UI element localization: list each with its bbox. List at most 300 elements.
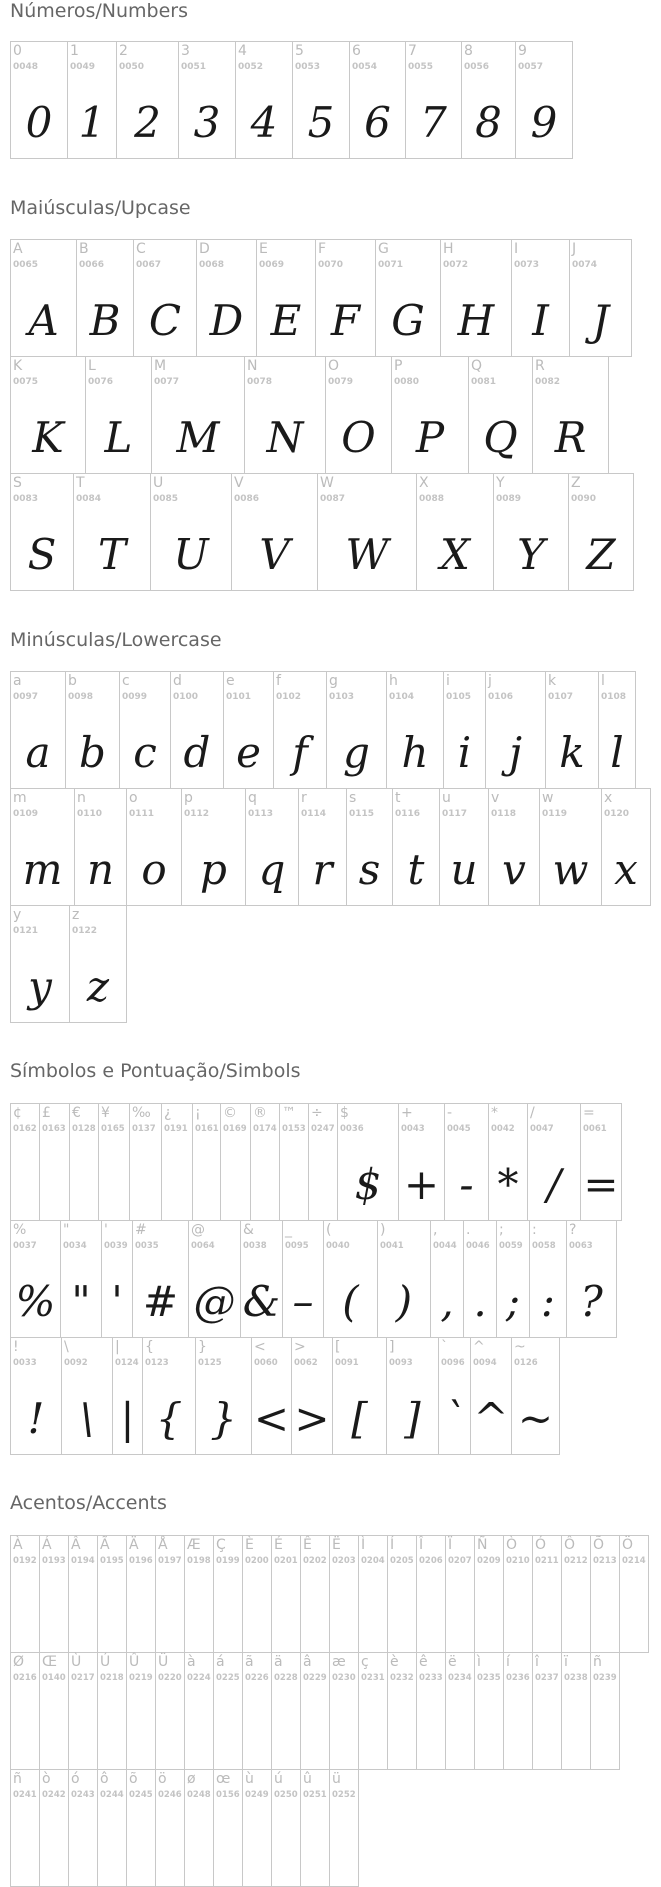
glyph-cell	[213, 1769, 243, 1887]
glyph-sample: X	[440, 530, 470, 579]
character-label: è	[390, 1654, 399, 1670]
glyph-cell	[332, 1337, 387, 1455]
character-label: e	[226, 673, 235, 689]
glyph-cell	[223, 671, 274, 789]
character-label: |	[115, 1339, 120, 1355]
glyph-cell	[69, 1103, 99, 1221]
character-code: 0119	[542, 809, 568, 819]
glyph-cell	[195, 1337, 252, 1455]
character-label: ‰	[132, 1105, 151, 1121]
character-code: 0079	[328, 377, 354, 387]
character-label: ¿	[164, 1105, 172, 1121]
character-label: œ	[216, 1771, 231, 1787]
character-code: 0102	[276, 692, 302, 702]
character-label: _	[285, 1222, 292, 1238]
glyph-cell	[10, 1220, 61, 1338]
glyph-row	[10, 1535, 649, 1653]
glyph-sample: H	[457, 296, 495, 345]
glyph-sample: P	[415, 413, 445, 462]
glyph-sample: E	[270, 296, 302, 345]
glyph-cell	[271, 1535, 301, 1653]
character-code: 0082	[535, 377, 561, 387]
glyph-cell	[10, 356, 86, 474]
character-label: 3	[181, 43, 190, 59]
character-label: b	[68, 673, 77, 689]
character-label: ù	[245, 1771, 254, 1787]
glyph-cell	[461, 41, 516, 159]
character-code: 0161	[195, 1124, 219, 1134]
glyph-sample: Q	[483, 413, 518, 462]
glyph-cell	[178, 41, 236, 159]
character-code: 0194	[71, 1556, 95, 1566]
character-code: 0122	[72, 926, 98, 936]
character-label: g	[329, 673, 338, 689]
character-label: à	[187, 1654, 196, 1670]
character-code: 0191	[164, 1124, 188, 1134]
character-code: 0162	[13, 1124, 37, 1134]
character-code: 0057	[518, 62, 544, 72]
character-code: 0100	[173, 692, 199, 702]
character-label: .	[466, 1222, 471, 1238]
glyph-cell	[68, 1652, 98, 1770]
character-label: ^	[473, 1339, 485, 1355]
character-code: 0099	[122, 692, 148, 702]
character-label: \	[64, 1339, 69, 1355]
character-label: %	[13, 1222, 27, 1238]
glyph-cell	[326, 671, 387, 789]
glyph-cell	[161, 1103, 193, 1221]
character-label: J	[572, 241, 577, 257]
glyph-cell	[416, 1535, 446, 1653]
character-label: ™	[282, 1105, 296, 1121]
glyph-sample: ]	[404, 1394, 421, 1443]
glyph-sample: J	[592, 296, 609, 345]
character-code: 0205	[390, 1556, 414, 1566]
glyph-sample: -	[459, 1160, 474, 1209]
character-code: 0090	[571, 494, 597, 504]
character-code: 0244	[100, 1790, 124, 1800]
character-code: 0069	[259, 260, 285, 270]
character-code: 0046	[466, 1241, 490, 1251]
glyph-cell	[532, 1652, 562, 1770]
glyph-grid-upcase	[10, 239, 634, 591]
glyph-cell	[251, 1337, 292, 1455]
character-label: F	[318, 241, 327, 257]
glyph-cell	[590, 1652, 620, 1770]
character-label: 9	[518, 43, 527, 59]
character-code: 0049	[70, 62, 96, 72]
glyph-cell	[242, 1769, 272, 1887]
character-label: i	[446, 673, 450, 689]
glyph-cell	[386, 671, 444, 789]
glyph-row	[10, 1337, 622, 1455]
glyph-cell	[291, 1337, 333, 1455]
character-label: x	[604, 790, 613, 806]
character-label: ï	[564, 1654, 568, 1670]
glyph-sample: 1	[78, 98, 106, 147]
glyph-sample: j	[508, 728, 523, 777]
character-code: 0064	[191, 1241, 215, 1251]
glyph-sample: 3	[193, 98, 221, 147]
glyph-cell	[511, 239, 570, 357]
character-code: 0096	[441, 1358, 465, 1368]
glyph-cell	[116, 41, 179, 159]
character-label: Ã	[100, 1537, 110, 1553]
glyph-cell	[73, 473, 151, 591]
character-label: Å	[158, 1537, 168, 1553]
glyph-cell	[98, 1103, 130, 1221]
glyph-cell	[97, 1769, 127, 1887]
glyph-sample: 4	[250, 98, 278, 147]
glyph-cell	[10, 905, 70, 1023]
character-label: K	[13, 358, 23, 374]
glyph-cell	[532, 1535, 562, 1653]
glyph-cell	[273, 671, 327, 789]
glyph-cell	[387, 1535, 417, 1653]
character-label: 6	[352, 43, 361, 59]
glyph-sample: S	[27, 530, 57, 579]
character-code: 0231	[361, 1673, 385, 1683]
character-label: &	[243, 1222, 254, 1238]
section-title-symbols: Símbolos e Pontuação/Simbols	[10, 1060, 301, 1082]
glyph-sample: Z	[586, 530, 616, 579]
glyph-cell	[474, 1535, 504, 1653]
character-label: ?	[569, 1222, 577, 1238]
glyph-cell	[445, 1535, 475, 1653]
character-label: S	[13, 475, 22, 491]
glyph-cell	[250, 1103, 280, 1221]
character-code: 0059	[499, 1241, 523, 1251]
glyph-cell	[329, 1535, 359, 1653]
glyph-sample: w	[552, 845, 589, 894]
character-code: 0203	[332, 1556, 356, 1566]
character-code: 0201	[274, 1556, 298, 1566]
character-code: 0115	[349, 809, 375, 819]
glyph-sample: L	[104, 413, 133, 462]
character-code: 0226	[245, 1673, 269, 1683]
character-label: Ó	[535, 1537, 547, 1553]
glyph-row	[10, 671, 651, 789]
character-label: /	[530, 1105, 535, 1121]
character-label: û	[303, 1771, 312, 1787]
glyph-sample: 5	[307, 98, 335, 147]
character-label: q	[248, 790, 257, 806]
character-label: É	[274, 1537, 283, 1553]
character-code: 0071	[378, 260, 404, 270]
glyph-cell	[245, 788, 299, 906]
glyph-sample: /	[546, 1160, 562, 1209]
character-label: `	[441, 1339, 448, 1355]
character-label: â	[303, 1654, 312, 1670]
glyph-sample: 9	[530, 98, 558, 147]
section-title-accents: Acentos/Accents	[10, 1492, 167, 1514]
character-label: H	[443, 241, 454, 257]
glyph-cell	[539, 788, 602, 906]
glyph-row	[10, 1769, 649, 1887]
character-label: I	[514, 241, 519, 257]
glyph-cell	[271, 1652, 301, 1770]
glyph-cell	[85, 356, 152, 474]
glyph-cell	[282, 1220, 324, 1338]
glyph-sample: N	[266, 413, 304, 462]
glyph-cell	[279, 1103, 309, 1221]
character-code: 0114	[301, 809, 327, 819]
character-code: 0073	[514, 260, 540, 270]
character-code: 0108	[601, 692, 627, 702]
glyph-cell	[529, 1220, 567, 1338]
glyph-cell	[300, 1769, 330, 1887]
character-code: 0041	[380, 1241, 404, 1251]
character-label: æ	[332, 1654, 346, 1670]
glyph-sample: –	[292, 1277, 314, 1326]
glyph-cell	[97, 1535, 127, 1653]
glyph-cell	[488, 1103, 528, 1221]
glyph-sample: I	[532, 296, 549, 345]
character-code: 0232	[390, 1673, 414, 1683]
character-code: 0230	[332, 1673, 356, 1683]
character-code: 0225	[216, 1673, 240, 1683]
glyph-sample: o	[141, 845, 167, 894]
character-code: 0062	[294, 1358, 318, 1368]
character-label: Ë	[332, 1537, 341, 1553]
glyph-row	[10, 356, 634, 474]
character-label: 0	[13, 43, 22, 59]
character-label: !	[13, 1339, 19, 1355]
glyph-cell	[39, 1652, 69, 1770]
character-code: 0040	[326, 1241, 350, 1251]
glyph-cell	[496, 1220, 530, 1338]
character-label: ò	[42, 1771, 51, 1787]
glyph-sample: k	[559, 728, 585, 777]
glyph-sample: f	[292, 728, 308, 777]
character-label: ç	[361, 1654, 369, 1670]
glyph-cell	[10, 1103, 40, 1221]
glyph-cell	[68, 1769, 98, 1887]
glyph-sample: #	[142, 1277, 179, 1326]
glyph-sample: z	[86, 962, 110, 1011]
character-label: Æ	[187, 1537, 201, 1553]
character-code: 0249	[245, 1790, 269, 1800]
glyph-cell	[386, 1337, 439, 1455]
character-code: 0080	[394, 377, 420, 387]
character-code: 0243	[71, 1790, 95, 1800]
glyph-cell	[470, 1337, 512, 1455]
character-code: 0078	[247, 377, 273, 387]
character-code: 0238	[564, 1673, 588, 1683]
character-label: Ì	[361, 1537, 366, 1553]
glyph-sample: +	[403, 1160, 440, 1209]
character-code: 0235	[477, 1673, 501, 1683]
character-code: 0066	[79, 260, 105, 270]
glyph-cell	[468, 356, 533, 474]
glyph-cell	[474, 1652, 504, 1770]
character-label: ¢	[13, 1105, 22, 1121]
glyph-row	[10, 1103, 622, 1221]
character-code: 0207	[448, 1556, 472, 1566]
glyph-sample: 2	[134, 98, 161, 147]
character-code: 0110	[77, 809, 103, 819]
glyph-sample: 8	[475, 98, 502, 147]
glyph-sample: :	[540, 1277, 556, 1326]
character-code: 0072	[443, 260, 469, 270]
glyph-sample: u	[450, 845, 478, 894]
character-code: 0084	[76, 494, 102, 504]
character-label: G	[378, 241, 389, 257]
glyph-cell	[391, 356, 469, 474]
character-code: 0137	[132, 1124, 156, 1134]
glyph-sample: g	[343, 728, 370, 777]
character-code: 0065	[13, 260, 39, 270]
glyph-sample: &	[242, 1277, 281, 1326]
character-code: 0074	[572, 260, 598, 270]
glyph-sample: p	[200, 845, 227, 894]
glyph-cell	[488, 788, 540, 906]
character-label: X	[419, 475, 429, 491]
character-code: 0094	[473, 1358, 497, 1368]
character-code: 0196	[129, 1556, 153, 1566]
glyph-cell	[392, 788, 440, 906]
character-code: 0063	[569, 1241, 593, 1251]
character-label: í	[506, 1654, 510, 1670]
character-label: Á	[42, 1537, 52, 1553]
glyph-sample: )	[395, 1277, 413, 1326]
glyph-cell	[308, 1103, 338, 1221]
glyph-cell	[213, 1652, 243, 1770]
glyph-cell	[97, 1652, 127, 1770]
character-label: Í	[390, 1537, 395, 1553]
character-code: 0247	[311, 1124, 335, 1134]
glyph-cell	[569, 239, 632, 357]
glyph-cell	[10, 1769, 40, 1887]
character-code: 0156	[216, 1790, 240, 1800]
character-code: 0104	[389, 692, 415, 702]
character-label: ]	[389, 1339, 395, 1355]
character-label: £	[42, 1105, 51, 1121]
character-label: ë	[448, 1654, 457, 1670]
character-label: j	[488, 673, 492, 689]
glyph-cell	[416, 473, 494, 591]
glyph-sample: }	[210, 1394, 237, 1443]
character-code: 0193	[42, 1556, 66, 1566]
glyph-cell	[126, 1652, 156, 1770]
glyph-row	[10, 1220, 622, 1338]
character-code: 0116	[395, 809, 421, 819]
character-code: 0126	[514, 1358, 538, 1368]
glyph-cell	[101, 1220, 133, 1338]
character-label: Û	[129, 1654, 140, 1670]
character-label: ê	[419, 1654, 428, 1670]
character-label: [	[335, 1339, 341, 1355]
glyph-cell	[315, 239, 376, 357]
character-code: 0206	[419, 1556, 443, 1566]
character-code: 0219	[129, 1673, 153, 1683]
glyph-sample: C	[148, 296, 182, 345]
glyph-sample: =	[583, 1160, 619, 1209]
character-code: 0169	[223, 1124, 247, 1134]
character-label: ö	[158, 1771, 167, 1787]
glyph-row	[10, 1652, 649, 1770]
glyph-sample: >	[294, 1394, 330, 1443]
character-label: Õ	[593, 1537, 605, 1553]
glyph-sample: m	[22, 845, 63, 894]
character-code: 0210	[506, 1556, 530, 1566]
glyph-sample: "	[71, 1277, 91, 1326]
character-code: 0211	[535, 1556, 559, 1566]
glyph-cell	[60, 1220, 102, 1338]
glyph-cell	[244, 356, 326, 474]
character-code: 0068	[199, 260, 225, 270]
glyph-sample: .	[473, 1277, 487, 1326]
character-code: 0039	[104, 1241, 128, 1251]
glyph-cell	[142, 1337, 196, 1455]
glyph-sample: '	[111, 1277, 123, 1326]
character-label: ã	[245, 1654, 254, 1670]
character-label: ®	[253, 1105, 267, 1121]
glyph-cell	[619, 1535, 649, 1653]
glyph-cell	[184, 1769, 214, 1887]
character-code: 0218	[100, 1673, 124, 1683]
character-label: ä	[274, 1654, 283, 1670]
glyph-sample: G	[391, 296, 425, 345]
character-label: u	[442, 790, 451, 806]
glyph-cell	[358, 1652, 388, 1770]
character-code: 0237	[535, 1673, 559, 1683]
character-label: Ö	[622, 1537, 634, 1553]
glyph-sample: M	[176, 413, 220, 462]
character-label: 5	[295, 43, 304, 59]
character-label: f	[276, 673, 281, 689]
character-label: P	[394, 358, 403, 374]
character-label: m	[13, 790, 27, 806]
character-label: Ò	[506, 1537, 518, 1553]
character-code: 0086	[234, 494, 260, 504]
glyph-cell	[150, 473, 232, 591]
character-code: 0199	[216, 1556, 240, 1566]
character-code: 0245	[129, 1790, 153, 1800]
character-code: 0192	[13, 1556, 37, 1566]
character-code: 0209	[477, 1556, 501, 1566]
glyph-cell	[76, 239, 134, 357]
section-title-lowercase: Minúsculas/Lowercase	[10, 629, 222, 651]
glyph-cell	[184, 1535, 214, 1653]
character-label: "	[63, 1222, 70, 1238]
character-code: 0246	[158, 1790, 182, 1800]
glyph-sample: 0	[25, 98, 53, 147]
glyph-sample: d	[183, 728, 211, 777]
character-label: R	[535, 358, 545, 374]
glyph-row	[10, 473, 634, 591]
character-code: 0163	[42, 1124, 66, 1134]
character-label: 1	[70, 43, 79, 59]
character-code: 0088	[419, 494, 445, 504]
character-code: 0091	[335, 1358, 359, 1368]
character-label: n	[77, 790, 86, 806]
character-code: 0140	[42, 1673, 66, 1683]
glyph-cell	[439, 788, 489, 906]
character-code: 0051	[181, 62, 207, 72]
character-code: 0118	[491, 809, 517, 819]
character-label: 8	[464, 43, 473, 59]
character-code: 0202	[303, 1556, 327, 1566]
glyph-sample: ~	[517, 1394, 554, 1443]
glyph-cell	[69, 905, 127, 1023]
glyph-cell	[192, 1103, 221, 1221]
character-code: 0224	[187, 1673, 211, 1683]
glyph-cell	[39, 1769, 69, 1887]
glyph-sample: ?	[580, 1277, 603, 1326]
character-label: -	[447, 1105, 453, 1121]
character-code: 0098	[68, 692, 94, 702]
